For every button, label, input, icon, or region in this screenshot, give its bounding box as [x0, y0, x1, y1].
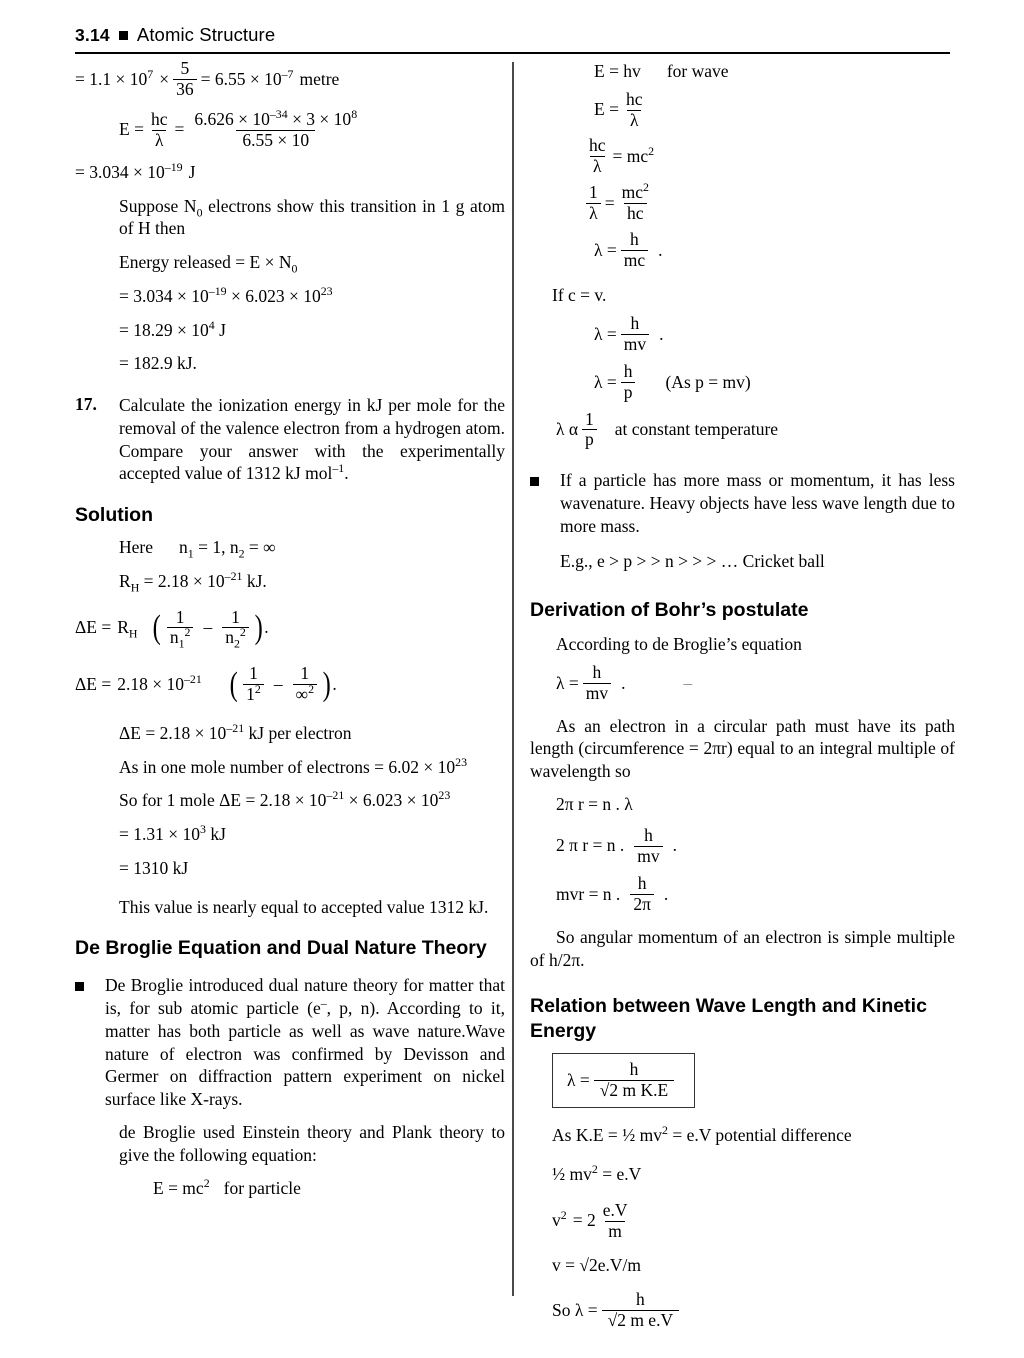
heading-relation-wavelength-ke: Relation between Wave Length and Kinetic Energy [530, 994, 927, 1042]
right-paren: ) [254, 609, 263, 647]
equation-e-hc-over-lambda: E = $\frac{hc}{\lambda}$ [594, 91, 955, 130]
left-column [75, 60, 505, 1211]
filled-square-bullet-icon [530, 469, 560, 537]
equation-v-squared: $v^2$ = 2 $\frac{e.V}{m}$ [552, 1202, 955, 1241]
equation-lambda-h-mv-bohr: λ = $\frac{h}{mv}$ . – [556, 662, 693, 703]
left-paren: ( [153, 609, 162, 647]
equation-lambda-proportional: λ α $\frac{1}{p}$ at constant temperature [556, 408, 779, 450]
page-folio-number: 3.14 [75, 25, 110, 45]
equation-energy-kj: = 182.9 kJ. [119, 353, 197, 374]
fraction-planck-expression [188, 106, 363, 150]
fraction-h-mv: $\frac{h}{mv}$ [634, 827, 662, 866]
running-head [75, 24, 950, 46]
line-result-scientific: = $1.31 \times 10^3$ kJ [119, 822, 226, 845]
line-if-c-equals-v: If c = v. [552, 284, 607, 305]
equation-2pir-n-h-mv: 2 π r = n . $\frac{h}{mv}$ . [556, 824, 678, 866]
question-text: Calculate the ionization energy in kJ per mole for the removal of the valence electron from a hydrogen atom. Compare your answer with the experimentally accepted value of 1312 kJ mol$^{-1}$. [119, 395, 505, 484]
filled-square-bullet-icon [75, 974, 105, 1111]
bullet-item-debroglie-intro [75, 974, 505, 1111]
paragraph-closing-comparison: This value is nearly equal to accepted value 1312 kJ. [119, 896, 489, 917]
paragraph-angular-momentum: So angular momentum of an electron is simple multiple of h/2π. [530, 927, 955, 970]
equation-energy-released: Energy released = $E \times N_0$ [119, 252, 298, 276]
fraction-1-over-n2sq: $\frac{1}{n_2^2}$ [222, 609, 249, 648]
line-v-sqrt: v = √2e.V/m [552, 1255, 641, 1276]
eq1-lead-sup: 7 [147, 66, 154, 81]
fraction-mc2-hc: $\frac{mc^2}{hc}$ [621, 180, 649, 223]
fraction-h-over-sqrt2mke: $\frac{h}{\text{√2 m K.E}}$ [594, 1061, 674, 1100]
eq1-times: × [159, 68, 170, 89]
equation-e-hv-wave: E = hv for wave [594, 61, 729, 81]
equation-one-over-lambda: $\frac{1}{\lambda}$ = $\frac{mc^2}{hc}$ [582, 184, 955, 223]
heading-debroglie-equation: De Broglie Equation and Dual Nature Theory [75, 937, 487, 960]
equation-e-mc2-particle: $E = mc^2$ for particle [153, 1176, 301, 1199]
right-column [530, 60, 955, 1330]
equation-lambda-h-mc: λ = $\frac{h}{mc}$ . [594, 228, 663, 270]
fraction-numerator: 5 [180, 58, 190, 78]
line-example-ordering: E.g., e > p > > n > > > … Cricket ball [560, 550, 825, 571]
boxed-equation-lambda-ke: λ = $\frac{h}{\text{√2 m K.E}}$ [552, 1053, 695, 1108]
bullet-item-mass-momentum [530, 469, 955, 537]
question-number: 17. [75, 394, 97, 415]
stray-dash-mark: – [683, 672, 693, 693]
equation-lambda-h-p: λ = $\frac{h}{p}$ (As p = mv) [594, 360, 751, 402]
heading-bohr-postulate: Derivation of Bohr’s postulate [530, 599, 809, 622]
fraction-h-mv: $\frac{h}{mv}$ [621, 315, 649, 354]
question-item-17 [75, 394, 505, 485]
equation-2pir-n-lambda: 2π r = n . λ [556, 793, 633, 814]
fraction-1-p: $\frac{1}{p}$ [582, 411, 597, 450]
fraction-1-over-infsq: $\frac{1}{\infty^2}$ [293, 665, 317, 704]
equation-energy-product: = $3.034 \times 10^{-19} \times 6.023 \times 10^{23}$ [119, 284, 333, 306]
fraction-1-over-1sq: $\frac{1}{1^2}$ [243, 665, 264, 704]
fraction-h-mc: $\frac{h}{mc}$ [621, 231, 648, 270]
paragraph-circular-path: As an electron in a circular path must have its path length (circumference = 2πr) equal to an integral multiple of wavelength so [530, 715, 955, 782]
header-rule [75, 52, 950, 54]
fraction-denominator: 36 [173, 79, 197, 99]
line-half-mv2: ½ $mv^2 = e.V$ [552, 1162, 642, 1184]
equation-energy-value: = $3.034 \times 10^{-19}$ J [75, 160, 196, 183]
fraction-h-over-sqrt2meV: $\frac{h}{\text{√2 m e.V}}$ [602, 1291, 680, 1330]
fraction-hc-lambda: $\frac{hc}{\lambda}$ [589, 135, 606, 177]
line-here-quantum-numbers: Here $n_1 = 1$, $n_2$ = ∞ [119, 537, 276, 561]
column-divider [512, 62, 514, 1296]
fraction-5-36 [173, 60, 197, 99]
equation-so-lambda-final: So λ = $\frac{h}{\text{√2 m e.V}}$ [552, 1291, 955, 1330]
eq2-equals: = [174, 119, 185, 140]
fraction-denominator: 6.55 × 10 [236, 130, 315, 150]
eq2-lhs: E = [119, 119, 144, 140]
fraction-hc-lambda: $\frac{hc}{\lambda}$ [625, 88, 643, 130]
equation-lambda-h-mv: λ = $\frac{h}{mv}$ . [594, 313, 664, 355]
eq1-tail-sup: –7 [281, 66, 294, 81]
fraction-hc-lambda [148, 108, 171, 150]
fraction-numerator: $6.626 \times 10^{-34} \times 3 \times 10^8$ [194, 106, 358, 129]
fraction-1-over-n1sq: $\frac{1}{n_1^2}$ [167, 609, 194, 648]
paragraph-suppose: Suppose $N_0$ electrons show this transition in 1 g atom of H then [119, 195, 505, 239]
rydberg-symbol: $R_H$ [117, 617, 138, 641]
equation-energy-hc-lambda [119, 106, 505, 150]
line-according-debroglie: According to de Broglie’s equation [556, 634, 802, 655]
right-paren: ) [322, 665, 331, 703]
line-avogadro-electrons: As in one mole number of electrons = $6.02 \times 10^{23}$ [119, 754, 468, 777]
equation-delta-e-result: $\Delta E = 2.18 \times 10^{-21}$ kJ per electron [119, 721, 352, 743]
fraction-eV-m: $\frac{e.V}{m}$ [602, 1199, 628, 1241]
line-kinetic-energy-definition: As K.E = ½ $mv^2 = e.V$ potential difference [552, 1123, 852, 1146]
paragraph-einstein-plank: de Broglie used Einstein theory and Plank theory to give the following equation: [119, 1121, 505, 1165]
fraction-h-2pi: $\frac{h}{2\pi}$ [630, 875, 654, 914]
bullet-text: De Broglie introduced dual nature theory for matter that is, for sub atomic particle (e–, p, n). According to it, matter has both particle as well as wave nature.Wave nature of electron was confirmed by Devisson and Germer on diffraction pattern experiment on nickel surface like X-rays. [105, 975, 505, 1110]
bullet-text: If a particle has more mass or momentum, it has less wavenature. Heavy objects have less wave length due to more mass. [560, 470, 955, 536]
equation-mvr-n-h-2pi: mvr = n . $\frac{h}{2\pi}$ . [556, 873, 669, 915]
equation-wavelength [75, 60, 505, 99]
line-per-mole-calculation: So for 1 mole $\Delta E = 2.18 \times 10^{-21} \times 6.023 \times 10^{23}$ [119, 788, 451, 811]
heading-solution: Solution [75, 504, 153, 527]
line-rydberg-constant: $R_H = 2.18 \times 10^{-21}$ kJ. [119, 569, 267, 595]
fraction-h-mv: $\frac{h}{mv}$ [583, 664, 611, 703]
fraction-denominator: λ [152, 130, 167, 150]
equation-energy-joules: = $18.29 \times 10^4$ J [119, 317, 226, 340]
equation-delta-e-substituted: ΔE = $2.18 \times 10^{-21}$ ( $\frac{1}{1^2}$ – $\frac{1}{\infty^2}$ ) . [75, 663, 337, 705]
fraction-numerator: hc [150, 108, 168, 129]
chapter-title: Atomic Structure [136, 24, 276, 45]
eq1-tail: = 6.55 × 10 [200, 68, 282, 89]
line-result-final: = 1310 kJ [119, 857, 189, 878]
fraction-1-lambda: $\frac{1}{\lambda}$ [586, 184, 601, 223]
filled-square-icon [119, 31, 128, 40]
equation-hc-lambda-equals-mc2: $\frac{hc}{\lambda}$ = $mc^2$ [582, 137, 955, 176]
eq1-unit: metre [299, 68, 340, 89]
fraction-h-p: $\frac{h}{p}$ [621, 363, 636, 402]
eq1-lead: = 1.1 × 10 [75, 68, 148, 89]
left-paren: ( [229, 665, 238, 703]
equation-delta-e-general: ΔE = $R_H$ ( $\frac{1}{n_1^2}$ – $\frac{1}{n_2^2}$ ) . [75, 606, 269, 651]
